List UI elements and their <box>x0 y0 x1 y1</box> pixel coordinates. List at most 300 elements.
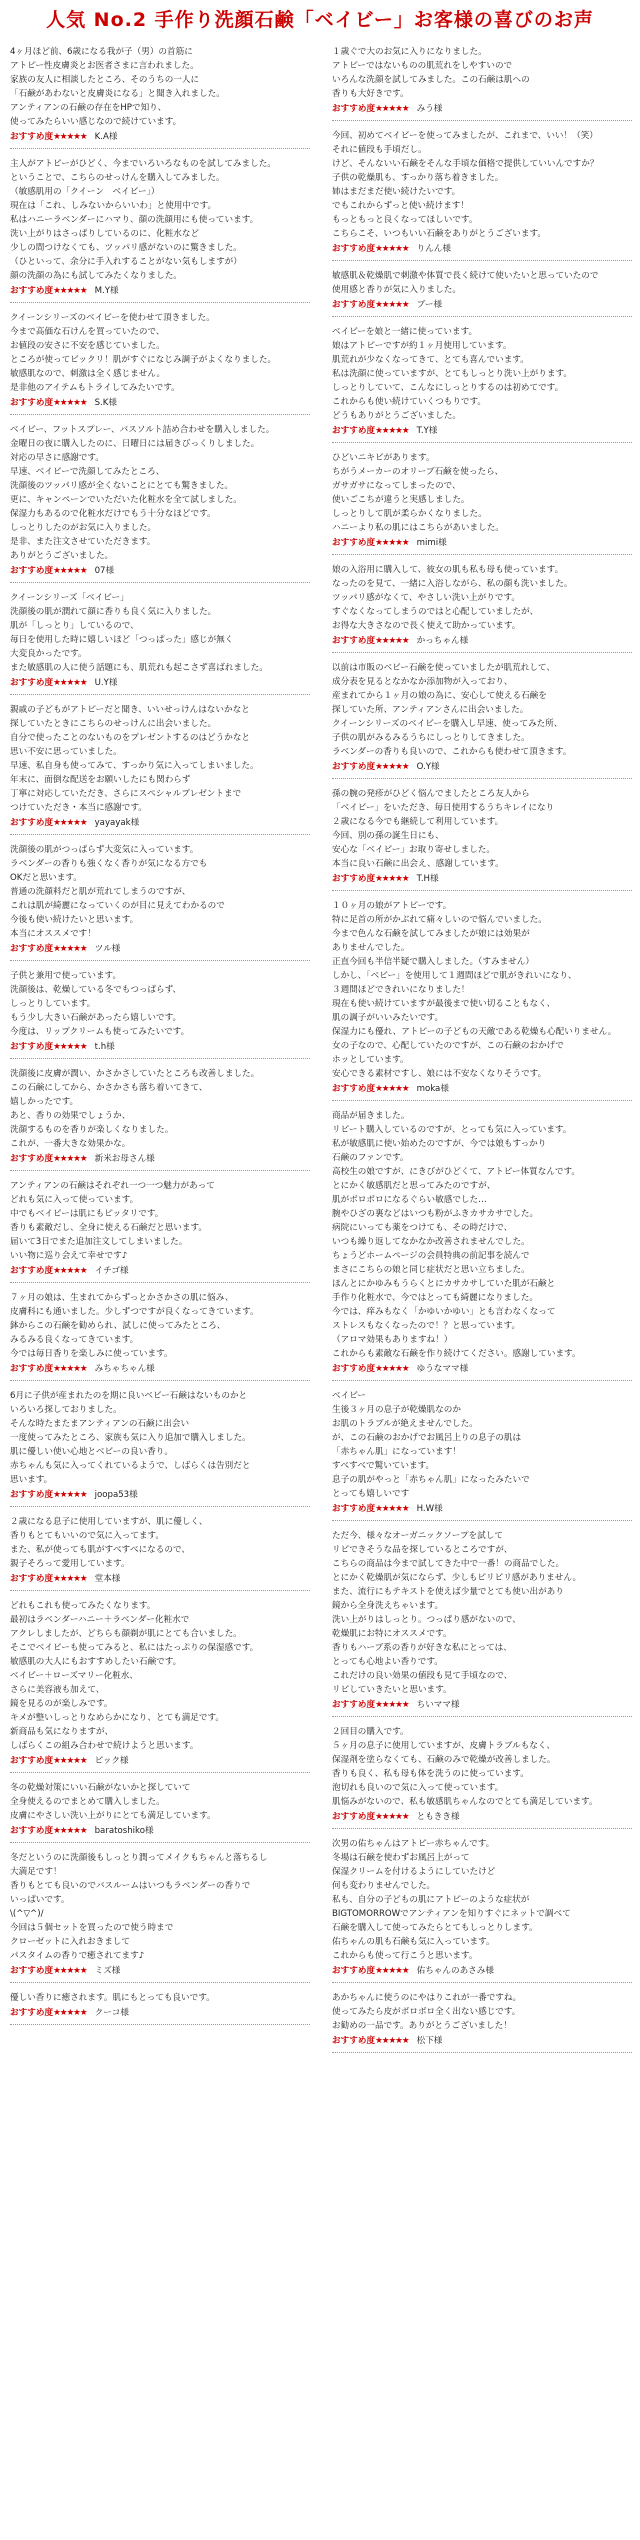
reviewer-name: ブー様 <box>416 300 443 310</box>
review-text-line: とにかく乾燥肌が気にならず、少しもピリピリ感がありません。 <box>332 1573 582 1583</box>
review-text-line: 今回は５個セットを買ったので使う時まで <box>10 1923 174 1933</box>
review-text-line: 思います。 <box>10 1475 53 1485</box>
review-text-line: 「石鹸があわないと皮膚炎になる」と聞き入れました。 <box>10 89 225 99</box>
review-text-line: 金曜日の夜に購入したのに、日曜日には届きびっくりしました。 <box>10 439 260 449</box>
review-text-line: 孫の腕の発疹がひどく悩んでましたところ友人から <box>332 789 530 799</box>
review-text-line: 乾燥肌にお特にオススメです。 <box>332 1629 452 1639</box>
review-text-line: ただ今、様々なオーガニックソープを試して <box>332 1531 503 1541</box>
review-text-line: クイーンシリーズのベイビーを使わせて頂きました。 <box>10 313 215 323</box>
review-footer <box>10 817 310 830</box>
review-text-line: BIGTOMORROWでアンティアンを知りすぐにネットで調べて <box>332 1909 571 1919</box>
review-text-line: クローゼットに入れおきまして <box>10 1937 130 1947</box>
reviewer-name: 佑ちゃんのあさみ様 <box>416 1966 494 1976</box>
review-text-line: すべすべで驚いています。 <box>332 1461 435 1471</box>
review-text-line: 赤ちゃんも気に入ってくれているようで、しばらくは告別だと <box>10 1461 251 1471</box>
review-item <box>332 896 632 1101</box>
review-text-line: また敏感肌の人に使う話題にも、肌荒れも起こさず喜ばれました。 <box>10 663 268 673</box>
review-text-line: 今まで高価な石けんを買っていたので、 <box>10 327 165 337</box>
review-text-line: 香りも良く、私も母も体を洗うのに使っています。 <box>332 1769 529 1779</box>
review-text-line: 皮膚科にも通いました。少しずつですが良くなってきています。 <box>10 1307 259 1317</box>
review-item <box>10 1288 310 1381</box>
recommend-label: おすすめ度 <box>332 762 376 772</box>
review-text-line: 大満足です！ <box>10 1867 62 1877</box>
review-text-line: アトピー性皮膚炎とお医者さまに言われました。 <box>10 61 199 71</box>
review-text-line: これだけの良い効果の値段も見て手頃なので、 <box>332 1671 513 1681</box>
review-item <box>332 784 632 891</box>
review-text-line: 是非、また注文させていただきます。 <box>10 537 156 547</box>
review-footer <box>10 1363 310 1376</box>
reviews-column-right <box>332 42 632 2532</box>
review-item <box>10 840 310 961</box>
review-item <box>10 1386 310 1507</box>
review-item <box>10 588 310 695</box>
reviewer-name: みちゃちゃん様 <box>94 1364 155 1374</box>
recommend-label: おすすめ度 <box>10 1154 54 1164</box>
review-text-line: ２回目の購入です。 <box>332 1727 409 1737</box>
review-text-line: アンティアンの石鹸はそれぞれ一つ一つ魅力があって <box>10 1181 215 1191</box>
review-text-line: キメが整いしっとりなめらかになり、とても満足です。 <box>10 1713 224 1723</box>
review-text-line: 私は洗顔に使っていますが、とてもしっとり洗い上がります。 <box>332 369 572 379</box>
review-text-line: \(^▽^)/ <box>10 1909 44 1919</box>
review-item <box>332 1526 632 1717</box>
review-footer <box>10 397 310 410</box>
recommend-label: おすすめ度 <box>10 944 54 954</box>
recommend-label: おすすめ度 <box>332 538 376 548</box>
review-text-line: けど、そんないい石鹸をそんな手頃な価格で提供していいんですか？ <box>332 159 599 169</box>
review-text-line: 毎日を使用した時に嬉しいほど「つっぱった」感じが無く <box>10 635 234 645</box>
review-item <box>332 126 632 261</box>
review-text-line: しっとりしていて、こんなにしっとりするのは初めてです。 <box>332 383 564 393</box>
review-footer <box>332 1503 632 1516</box>
review-text-line: 大変良かったです。 <box>10 649 87 659</box>
review-text-line: 香りも大好きです。 <box>332 89 409 99</box>
review-text-line: 洗顔後は、乾燥している冬でもつっぱらず、 <box>10 985 182 995</box>
review-text-line: ベイビー <box>332 1391 367 1401</box>
review-text-line: 洗顔後に皮膚が潤い、かさかさしていたところも改善しました。 <box>10 1069 260 1079</box>
star-rating-icon: ★★★★★ <box>53 678 87 688</box>
review-text-line: 以前は市販のベビー石鹸を使っていましたが肌荒れして、 <box>332 663 555 673</box>
review-text-line: これからも使って行こうと思います。 <box>332 1951 478 1961</box>
review-text-line: 肌の調子がいいみたいです。 <box>332 1013 444 1023</box>
reviewer-name: yayayak様 <box>94 818 140 828</box>
review-text-line: アクレしましたが、どちらも顔剃が肌にとても合いました。 <box>10 1629 242 1639</box>
review-footer <box>332 1363 632 1376</box>
reviewer-name: みう様 <box>416 104 443 114</box>
review-text-line: つけていただき・本当に感謝です。 <box>10 803 147 813</box>
recommend-label: おすすめ度 <box>10 1364 54 1374</box>
review-text-line: 正直今回も半信半疑で購入しました。（すみません） <box>332 957 534 967</box>
review-text-line: これからも使い続けていくつもりです。 <box>332 397 487 407</box>
reviewer-name: ゆうなママ様 <box>416 1364 469 1374</box>
review-footer <box>10 1265 310 1278</box>
review-item <box>332 322 632 443</box>
review-text-line: でもこれからずっと使い続けます！ <box>332 201 469 211</box>
reviewer-name: joopa53様 <box>94 1490 138 1500</box>
review-text-line: 冬場は石鹸を使わずお風呂上がって <box>332 1853 470 1863</box>
reviewer-name: かっちゃん様 <box>416 636 469 646</box>
reviewer-name: 松下様 <box>416 2036 443 2046</box>
review-footer <box>332 537 632 550</box>
review-text-line: 成分表を見るとなかなか添加物が入っており、 <box>332 677 513 687</box>
review-text-line: 洗顔するものを香りが楽しくなりました。 <box>10 1125 174 1135</box>
review-footer <box>10 1489 310 1502</box>
review-text-line: が、この石鹸のおかげでお風呂上りの息子の肌は <box>332 1433 522 1443</box>
star-rating-icon: ★★★★★ <box>375 1966 409 1976</box>
review-text-line: ちょうどホームページの会員特典の前記事を読んで <box>332 1251 530 1261</box>
review-text-line: 子供と兼用で使っています。 <box>10 971 122 981</box>
review-text-line: お勧めの一品です。ありがとうございました！ <box>332 2021 512 2031</box>
recommend-label: おすすめ度 <box>10 1756 54 1766</box>
recommend-label: おすすめ度 <box>10 1826 54 1836</box>
review-footer <box>332 425 632 438</box>
reviewer-name: ツル様 <box>94 944 121 954</box>
review-text-line: 子供の乾燥肌も、すっかり落ち着きました。 <box>332 173 504 183</box>
reviewer-name: クーコ様 <box>94 2008 129 2018</box>
review-text-line: 現在は「これ、しみないからいいわ」と使用中です。 <box>10 201 217 211</box>
review-text-line: 鏡から全身洗えちゃいます。 <box>332 1601 444 1611</box>
review-text-line: 届いて3日でまた追加注文してしまいました。 <box>10 1237 188 1247</box>
review-footer <box>10 1573 310 1586</box>
review-text-line: この石鹸にしてから、かさかさも落ち着いてきて、 <box>10 1083 208 1093</box>
star-rating-icon: ★★★★★ <box>375 1700 409 1710</box>
review-item <box>332 1834 632 1983</box>
review-text-line: もっともっと良くなってほしいです。 <box>332 215 478 225</box>
review-text-line: 使用感と香りが気に入りました。 <box>332 285 461 295</box>
recommend-label: おすすめ度 <box>10 678 54 688</box>
review-text-line: 親子そろって愛用しています。 <box>10 1559 130 1569</box>
review-text-line: アンティアンの石鹸の存在をHPで知り、 <box>10 103 167 113</box>
review-item <box>332 1988 632 2053</box>
recommend-label: おすすめ度 <box>10 818 54 828</box>
star-rating-icon: ★★★★★ <box>375 2036 409 2046</box>
review-text-line: ホッとしています。 <box>332 1055 409 1065</box>
review-text-line: ちがうメーカーのオリーブ石鹸を使ったら、 <box>332 467 504 477</box>
review-item <box>10 1176 310 1283</box>
review-footer <box>10 1041 310 1054</box>
review-text-line: リピしていきたいと思います。 <box>332 1685 452 1695</box>
review-item <box>332 42 632 121</box>
review-text-line: いい物に巡り会えて幸せです♪ <box>10 1251 128 1261</box>
review-text-line: しかし、「ベビー」を使用して１週間ほどで肌がきれいになり、 <box>332 971 577 981</box>
review-text-line: 使ってみたら皮がボロボロ全く出ない感じです。 <box>332 2007 521 2017</box>
review-text-line: 敏感肌の大人にもおすすめしたい石鹸です。 <box>10 1657 182 1667</box>
review-text-line: アトピーではないものの肌荒れをしやすいので <box>332 61 513 71</box>
review-text-line: 是非他のアイテムもトライしてみたいです。 <box>10 383 180 393</box>
review-text-line: （敏感肌用の「クイーン ベイビー」） <box>10 187 160 197</box>
review-text-line: とっても嬉しいです <box>332 1489 410 1499</box>
reviewer-name: U.Y様 <box>94 678 118 688</box>
review-text-line: なったのを見て、一緒に入浴しながら、私の顔も洗いました。 <box>332 579 573 589</box>
review-text-line: さらに美容液も加えて、 <box>10 1685 105 1695</box>
review-item <box>10 42 310 149</box>
review-text-line: 子供の肌がみるみるうちにしっとりしてきました。 <box>332 733 530 743</box>
review-text-line: 今回、別の孫の誕生日にも、 <box>332 831 444 841</box>
review-text-line: 安心な「ベイビー」お取り寄せしました。 <box>332 845 495 855</box>
page-title: 人気 No.2 手作り洗顔石鹸「ベイビー」お客様の喜びのお声 <box>46 8 594 31</box>
review-text-line: 探していたときにこちらのせっけんに出会いました。 <box>10 719 217 729</box>
review-text-line: OKだと思います。 <box>10 873 82 883</box>
star-rating-icon: ★★★★★ <box>53 1756 87 1766</box>
star-rating-icon: ★★★★★ <box>53 398 87 408</box>
review-text-line: 石鹸のファンです。 <box>332 1153 409 1163</box>
review-text-line: これからも素敵な石鹸を作り続けてください。感謝しています。 <box>332 1349 581 1359</box>
review-footer <box>332 2035 632 2048</box>
review-text-line: 洗顔後のツッパリ感が全くないことにとても驚きました。 <box>10 481 234 491</box>
review-footer <box>332 635 632 648</box>
reviewer-name: moka様 <box>416 1084 449 1094</box>
recommend-label: おすすめ度 <box>332 1084 376 1094</box>
review-text-line: 冬の乾燥対策にいい石鹸がないかと探していて <box>10 1783 191 1793</box>
star-rating-icon: ★★★★★ <box>53 2008 87 2018</box>
review-text-line: 今では毎日香りを楽しみに使っています。 <box>10 1349 173 1359</box>
review-item <box>332 560 632 653</box>
review-text-line: クイーンシリーズのベイビーを購入し早速、使ってみた所、 <box>332 719 563 729</box>
recommend-label: おすすめ度 <box>10 1042 54 1052</box>
review-text-line: 香りもとてもいいので気に入ってます。 <box>10 1531 165 1541</box>
reviewer-name: mimi様 <box>416 538 447 548</box>
star-rating-icon: ★★★★★ <box>375 538 409 548</box>
review-text-line: 泡切れも良いので気に入って使っています。 <box>332 1783 504 1793</box>
review-text-line: いろんな洗顔を試してみました。この石鹸は肌への <box>332 75 530 85</box>
review-text-line: 中でもベイビーは肌にもピッタリです。 <box>10 1209 164 1219</box>
review-text-line: １０ヶ月の娘がアトピーです。 <box>332 901 452 911</box>
star-rating-icon: ★★★★★ <box>53 286 87 296</box>
review-text-line: 本当にオススメです！ <box>10 929 96 939</box>
review-text-line: 敏感肌＆乾燥肌で刺激や体質で長く続けて使いたいと思っていたので <box>332 271 599 281</box>
review-text-line: 家族の友人に相談したところ、そのうちの一人に <box>10 75 200 85</box>
review-text-line: こちらの商品は今まで試してきた中で一番！の商品でした。 <box>332 1559 565 1569</box>
review-text-line: 洗い上がりはさっぱりしているのに、化粧水など <box>10 229 200 239</box>
review-text-line: すぐなくなってしまうのではと心配していましたが、 <box>332 607 539 617</box>
review-text-line: 特に足首の所がかぶれて痛々しいので悩んでいました。 <box>332 915 547 925</box>
recommend-label: おすすめ度 <box>332 2036 376 2046</box>
review-footer <box>10 565 310 578</box>
review-text-line: 私も、自分の子どもの肌にアトピーのような症状が <box>332 1895 530 1905</box>
review-item <box>10 1596 310 1773</box>
review-footer <box>10 1153 310 1166</box>
review-text-line: 自分で使ったことのないものをプレゼントするのはどうかなと <box>10 733 251 743</box>
reviewer-name: ミズ様 <box>94 1966 121 1976</box>
review-text-line: 早速、ベイビーで洗顔してみたところ、 <box>10 467 165 477</box>
star-rating-icon: ★★★★★ <box>375 874 409 884</box>
review-text-line: 一度使ってみたところ、家族も気に入り追加で購入しました。 <box>10 1433 251 1443</box>
review-text-line: 敏感肌なので、刺激は全く感じません。 <box>10 369 166 379</box>
review-text-line: 香りも素敵だし、全身に使える石鹸だと思います。 <box>10 1223 207 1233</box>
review-footer <box>332 299 632 312</box>
recommend-label: おすすめ度 <box>332 104 376 114</box>
review-text-line: ストレスもなくなったので！？と思っています。 <box>332 1321 521 1331</box>
review-text-line: ベイビー、フットスプレー、バスソルト詰め合わせを購入しました。 <box>10 425 275 435</box>
star-rating-icon: ★★★★★ <box>375 762 409 772</box>
review-text-line: 肌が「しっとり」しているので、 <box>10 621 139 631</box>
star-rating-icon: ★★★★★ <box>375 426 409 436</box>
review-text-line: ベイビーを娘と一緒に使っています。 <box>332 327 478 337</box>
review-item <box>10 700 310 835</box>
reviewer-name: baratoshiko様 <box>94 1826 154 1836</box>
review-text-line: 鏡を見るのが楽しみです。 <box>10 1699 113 1709</box>
review-text-line: リピできそうな品を探しているところですが、 <box>332 1545 513 1555</box>
review-text-line: まさにこちらの娘と同じ症状だと思い立ちました。 <box>332 1265 530 1275</box>
review-text-line: 洗い上がりはしっとり。つっぱり感がないので、 <box>332 1615 521 1625</box>
review-text-line: 探していた所、アンティアンさんに出会いました。 <box>332 705 529 715</box>
review-text-line: 洗顔後の肌がつっぱらず大変気に入っています。 <box>10 845 199 855</box>
review-item <box>332 266 632 317</box>
review-text-line: クイーンシリーズ「ベイビー」 <box>10 593 129 603</box>
review-text-line: どれも気に入って使っています。 <box>10 1195 139 1205</box>
review-text-line: しっとりして肌が柔らかくなりました。 <box>332 509 487 519</box>
review-text-line: 何も変わりませんでした。 <box>332 1881 436 1891</box>
review-text-line: いっぱいです。 <box>10 1895 70 1905</box>
reviewer-name: H.W様 <box>416 1504 443 1514</box>
reviewer-name: O.Y様 <box>416 762 440 772</box>
review-text-line: ハニーより私の肌にはこちらがあいました。 <box>332 523 504 533</box>
review-text-line: ありませんでした。 <box>332 943 410 953</box>
review-text-line: 腕やひざの裏などはいつも粉がふきカサカサでした。 <box>332 1209 539 1219</box>
review-text-line: 高校生の娘ですが、にきびがひどくて、アトピー体質なんです。 <box>332 1167 581 1177</box>
review-item <box>10 1064 310 1171</box>
review-text-line: 産まれてから１ヶ月の娘の為に、安心して使える石鹸を <box>332 691 547 701</box>
review-text-line: お値段の安さに不安を感じていました。 <box>10 341 165 351</box>
review-text-line: 保湿クリームを付けるようにしていたけど <box>332 1867 496 1877</box>
recommend-label: おすすめ度 <box>10 398 54 408</box>
reviewer-name: S.K様 <box>94 398 118 408</box>
review-text-line: 使ってみたらいい感じなので続けています。 <box>10 117 182 127</box>
review-text-line: 嬉しかったです。 <box>10 1097 79 1107</box>
review-item <box>10 1988 310 2025</box>
recommend-label: おすすめ度 <box>332 1966 376 1976</box>
recommend-label: おすすめ度 <box>332 1812 376 1822</box>
recommend-label: おすすめ度 <box>10 1266 54 1276</box>
review-text-line: 私はハニーラベンダーにハマり、顔の洗顔用にも使っています。 <box>10 215 259 225</box>
review-item <box>10 1512 310 1591</box>
recommend-label: おすすめ度 <box>10 1490 54 1500</box>
review-text-line: 病院にいっても薬をつけても、その時だけで、 <box>332 1223 513 1233</box>
review-text-line: お得な大きさなので長く使えて助かっています。 <box>332 621 521 631</box>
recommend-label: おすすめ度 <box>332 1504 376 1514</box>
review-text-line: 対応の早さに感謝です。 <box>10 453 104 463</box>
star-rating-icon: ★★★★★ <box>375 1084 409 1094</box>
review-text-line: 優しい香りに癒されます。肌にもとっても良いです。 <box>10 1993 215 2003</box>
review-text-line: 本当に良い石鹸に出会え、感謝しています。 <box>332 859 504 869</box>
review-footer <box>332 243 632 256</box>
review-footer <box>332 761 632 774</box>
review-text-line: 「ベイビー」をいただき、毎日使用するうちキレイになり <box>332 803 555 813</box>
review-text-line: 私が敏感肌に使い始めたのですが、今では娘もすっかり <box>332 1139 547 1149</box>
review-text-line: 使いごこちが違うと実感しました。 <box>332 495 470 505</box>
star-rating-icon: ★★★★★ <box>53 1042 87 1052</box>
review-item <box>10 1778 310 1843</box>
reviewer-name: ピック様 <box>94 1756 129 1766</box>
review-item <box>10 308 310 415</box>
review-text-line: しっとりしています。 <box>10 999 96 1009</box>
reviewer-name: M.Y様 <box>94 286 119 296</box>
recommend-label: おすすめ度 <box>332 636 376 646</box>
review-text-line: （ひといって、余分に手入れすることがない気もしますが） <box>10 257 242 267</box>
review-footer <box>10 1755 310 1768</box>
review-text-line: ベイビー＋ローズマリー化粧水、 <box>10 1671 138 1681</box>
review-text-line: 丁寧に対応していただき、さらにスペシャルプレゼントまで <box>10 789 242 799</box>
review-text-line: 姉はまだまだ使い続けたいです。 <box>332 187 461 197</box>
review-text-line: ５ヶ月の息子に使用していますが、皮膚トラブルもなく、 <box>332 1741 555 1751</box>
review-text-line: 6月に子供が産まれたのを期に良いベビー石鹸はないものかと <box>10 1391 248 1401</box>
star-rating-icon: ★★★★★ <box>375 1364 409 1374</box>
review-text-line: そんな時たまたまアンティアンの石鹸に出会い <box>10 1419 190 1429</box>
star-rating-icon: ★★★★★ <box>53 1154 87 1164</box>
review-footer <box>10 1825 310 1838</box>
review-text-line: どうもありがとうございました。 <box>332 411 461 421</box>
star-rating-icon: ★★★★★ <box>53 944 87 954</box>
review-text-line: 香りもとても良いのでバスルームはいつもラベンダーの香りで <box>10 1881 251 1891</box>
star-rating-icon: ★★★★★ <box>375 104 409 114</box>
recommend-label: おすすめ度 <box>332 1364 376 1374</box>
review-item <box>10 1848 310 1983</box>
review-text-line: しばらくこの組み合わせで続けようと思います。 <box>10 1741 199 1751</box>
review-text-line: 顔の洗顔の為にも試してみたくなりました。 <box>10 271 182 281</box>
review-text-line: ラベンダーの香りも良いので、これからも使わせて頂きます。 <box>332 747 572 757</box>
review-text-line: とにかく敏感肌だと思ってみたのですが、 <box>332 1181 496 1191</box>
review-footer <box>332 1699 632 1712</box>
review-footer <box>332 1965 632 1978</box>
review-footer <box>332 1083 632 1096</box>
review-footer <box>10 1965 310 1978</box>
recommend-label: おすすめ度 <box>10 1574 54 1584</box>
review-text-line: ７ヶ月の娘は、生まれてからずっとかさかさの肌に悩み、 <box>10 1293 234 1303</box>
review-item <box>332 448 632 555</box>
review-text-line: ２歳になる息子に使用していますが、肌に優しく、 <box>10 1517 208 1527</box>
recommend-label: おすすめ度 <box>10 132 54 142</box>
review-text-line: 今まで色んな石鹸を試してみましたが娘には効果が <box>332 929 530 939</box>
review-text-line: 香りもハーブ系の香りが好きな私にとっては、 <box>332 1643 512 1653</box>
review-text-line: 皮膚にやさしい洗い上がりにとても満足しています。 <box>10 1811 216 1821</box>
star-rating-icon: ★★★★★ <box>375 1812 409 1822</box>
review-text-line: （アロマ効果もありますね！） <box>332 1335 453 1345</box>
review-text-line: 今回、初めてベイビーを使ってみましたが、これまで、いい！（笑） <box>332 131 598 141</box>
review-footer <box>332 873 632 886</box>
review-text-line: 冬だというのに洗顔後もしっとり潤ってメイクもちゃんと落ちるし <box>10 1853 268 1863</box>
reviewer-name: ともきき様 <box>416 1812 460 1822</box>
star-rating-icon: ★★★★★ <box>53 1574 87 1584</box>
reviewer-name: t.h様 <box>94 1042 115 1052</box>
review-text-line: ということで、こちらのせっけんを購入してみました。 <box>10 173 225 183</box>
reviewer-name: イチゴ様 <box>94 1266 129 1276</box>
review-text-line: そこでベイビーも使ってみると、私にはたっぷりの保湿感です。 <box>10 1643 259 1653</box>
review-text-line: 主人がアトピーがひどく、今までいろいろなものを試してみました。 <box>10 159 276 169</box>
review-text-line: 保湿力にも優れ、アトピーの子どもの天敵である乾燥も心配いりません。 <box>332 1027 617 1037</box>
recommend-label: おすすめ度 <box>10 286 54 296</box>
review-footer <box>332 103 632 116</box>
recommend-label: おすすめ度 <box>332 874 376 884</box>
review-text-line: 新商品も気になりますが、 <box>10 1727 114 1737</box>
review-text-line: 鉢からこの石鹸を勧められ、試しに使ってみたところ、 <box>10 1321 226 1331</box>
review-text-line: 早速、私自身も使ってみて、すっかり気に入ってしまいました。 <box>10 761 259 771</box>
review-text-line: ほんとにかゆみもうらくとにカサカサしていた肌が石鹸と <box>332 1279 556 1289</box>
review-text-line: 今後も使い続けたいと思います。 <box>10 915 139 925</box>
review-text-line: ツッパリ感がなくて、やさしい洗い上がりです。 <box>332 593 520 603</box>
review-text-line: これが、一番大きな効果かな。 <box>10 1139 131 1149</box>
review-text-line: 現在も使い続けていますが最後まで使い切ることもなく、 <box>332 999 556 1009</box>
review-text-line: 最初はラベンダーハニー＋ラベンダー化粧水で <box>10 1615 190 1625</box>
review-item <box>332 658 632 779</box>
star-rating-icon: ★★★★★ <box>53 818 87 828</box>
review-text-line: 保湿力もあるので化粧水だけでもう十分なほどです。 <box>10 509 216 519</box>
review-text-line: ３週間ほどできれいになりました！ <box>332 985 470 995</box>
review-text-line: 石鹸を購入して使ってみたらとてもしっとりします。 <box>332 1923 538 1933</box>
review-text-line: ガサガサになってしまったので、 <box>332 481 461 491</box>
review-text-line: 次男の佑ちゃんはアトピー赤ちゃんです。 <box>332 1839 495 1849</box>
review-item <box>10 966 310 1059</box>
review-text-line: 少しの間つけなくても、ツッパリ感がないのに驚きました。 <box>10 243 242 253</box>
review-text-line: 肌荒れが少なくなってきて、とても喜んでいます。 <box>332 355 529 365</box>
